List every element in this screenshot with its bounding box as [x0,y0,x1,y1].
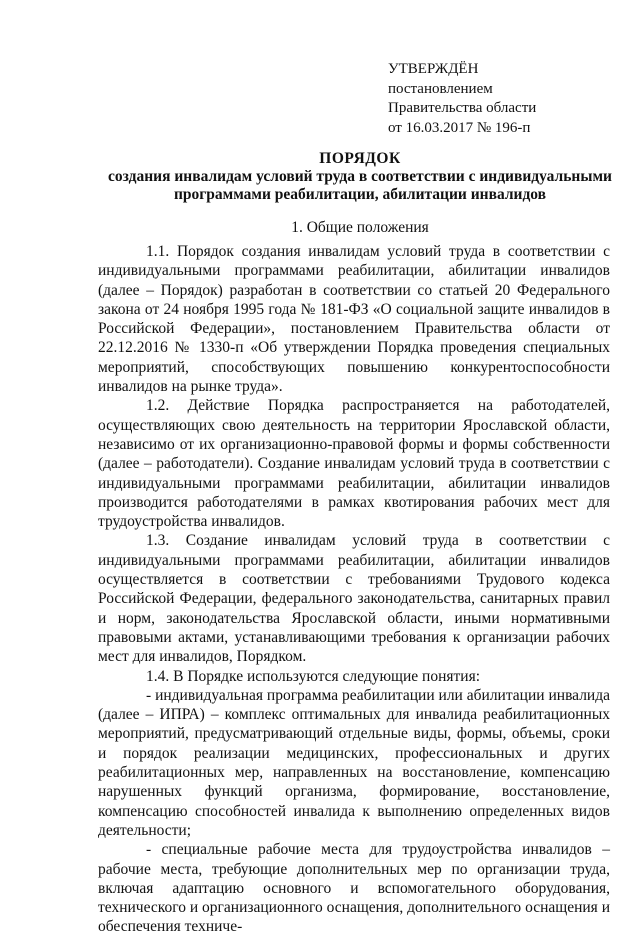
document-subtitle: создания инвалидам условий труда в соответствии с индивидуальными программами реабилитации, абилитации инвалидов [108,168,612,203]
document-title-block [98,150,622,204]
approval-stamp [388,60,628,138]
paragraph: 1.1. Порядок создания инвалидам условий труда в соответствии с индивидуальными программами реабилитации, абилитации инвалидов (далее – Порядок) разработан в соответствии со статьей 20 Федерального закона от 24 ноября 1995 года № 181-ФЗ «О социальной защите инвалидов в Российской Федерации», постановлением Правительства области от 22.12.2016 № 1330-п «Об утверждении Порядка проведения специальных мероприятий, способствующих повышению конкурентоспособности инвалидов на рынке труда». [98,243,610,396]
paragraph: 1.2. Действие Порядка распространяется на работодателей, осуществляющих свою деятельность на территории Ярославской области, независимо от их организационно-правовой формы и формы собственности (далее – работодатели). Создание инвалидам условий труда в соответствии с индивидуальными программами реабилитации, абилитации инвалидов производится работодателями в рамках квотирования рабочих мест для трудоустройства инвалидов. [98,397,610,531]
paragraph: 1.4. В Порядке используются следующие понятия: [146,667,480,685]
approval-line: УТВЕРЖДЁН [388,61,479,77]
approval-line: Правительства области [388,100,537,116]
document-title: ПОРЯДОК [319,150,401,167]
paragraph: - специальные рабочие места для трудоустройства инвалидов – рабочие места, требующие дополнительных мер по организации труда, включая адаптацию основного и вспомогательного оборудования, технического и организационного оснащения, дополнительного оснащения и обеспечения техниче- [98,841,610,936]
approval-line: от 16.03.2017 № 196-п [388,119,531,136]
paragraph: - индивидуальная программа реабилитации или абилитации инвалида (далее – ИПРА) – комплекс оптимальных для инвалида реабилитационных мероприятий, предусматривающий отдельные виды, формы, объемы, сроки и порядок реализации медицинских, профессиональных и других реабилитационных мер, направленных на восстановление, компенсацию нарушенных функций организма, формирование, восстановление, компенсацию способностей инвалида к выполнению определенных видов деятельности; [98,686,610,839]
paragraph: 1.3. Создание инвалидам условий труда в соответствии с индивидуальными программами реабилитации, абилитации инвалидов осуществляется в соответствии с требованиями Трудового кодекса Российской Федерации, федерального законодательства, санитарных правил и норм, законодательства Ярославской области, иными нормативными правовыми актами, устанавливающими требования к организации рабочих мест для инвалидов, Порядком. [98,532,610,666]
approval-line: постановлением [388,80,493,97]
section-heading: 1. Общие положения [291,219,429,236]
document-body [98,242,610,937]
